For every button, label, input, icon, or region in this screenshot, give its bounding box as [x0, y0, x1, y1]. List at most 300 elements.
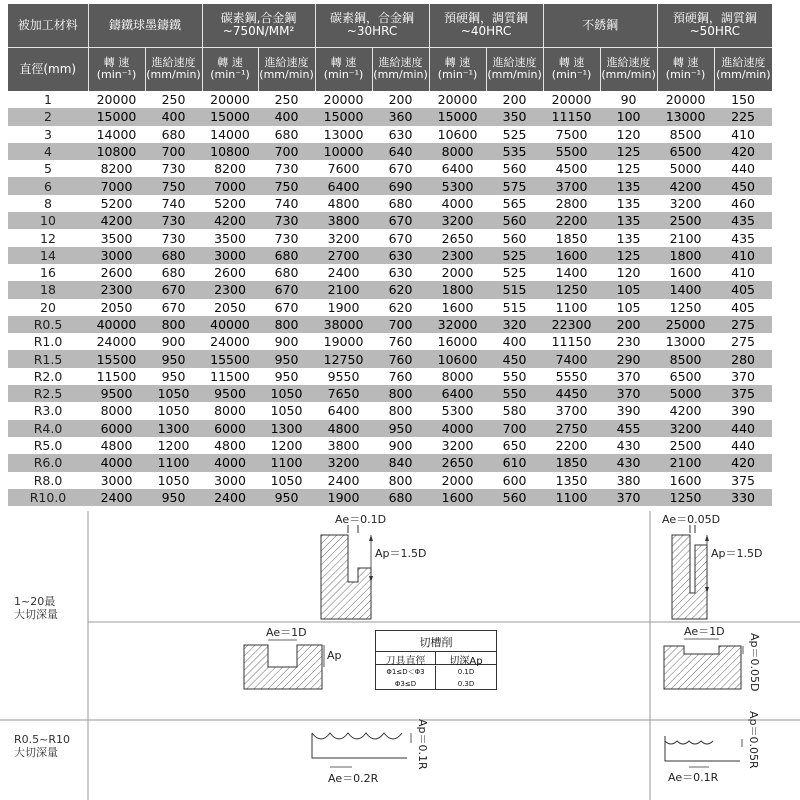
- diameter-cell: R4.0: [8, 420, 88, 437]
- speed-cell: 9500: [88, 385, 145, 402]
- diameter-cell: R2.5: [8, 385, 88, 402]
- diameter-cell: R6.0: [8, 454, 88, 471]
- speed-cell: 6000: [88, 420, 145, 437]
- table-row: [8, 229, 772, 246]
- feed-cell: 435: [714, 212, 772, 229]
- feed-cell: 410: [714, 247, 772, 264]
- speed-cell: 15000: [315, 108, 372, 125]
- feed-cell: 680: [145, 247, 202, 264]
- speed-cell: 10600: [429, 126, 486, 143]
- table-row: [8, 91, 772, 108]
- feed-cell: 700: [372, 316, 429, 333]
- speed-cell: 1250: [543, 281, 600, 298]
- speed-cell: 6500: [657, 368, 714, 385]
- diameter-cell: 6: [8, 177, 88, 194]
- speed-cell: 7000: [202, 177, 258, 194]
- diameter-cell: 14: [8, 247, 88, 264]
- speed-cell: 8000: [429, 143, 486, 160]
- speed-cell: 20000: [202, 91, 258, 108]
- speed-cell: 4200: [88, 212, 145, 229]
- speed-cell: 12750: [315, 350, 372, 367]
- feed-cell: 730: [258, 212, 315, 229]
- speed-cell: 3500: [202, 229, 258, 246]
- speed-cell: 8500: [657, 126, 714, 143]
- feed-cell: 680: [372, 195, 429, 212]
- feed-cell: 135: [600, 229, 657, 246]
- speed-cell: 10800: [88, 143, 145, 160]
- feed-cell: 730: [258, 160, 315, 177]
- speed-cell: 40000: [88, 316, 145, 333]
- feed-cell: 730: [145, 229, 202, 246]
- feed-cell: 750: [258, 177, 315, 194]
- speed-cell: 15500: [88, 350, 145, 367]
- feed-cell: 200: [372, 91, 429, 108]
- speed-cell: 3200: [315, 454, 372, 471]
- feed-cell: 135: [600, 177, 657, 194]
- speed-cell: 2700: [315, 247, 372, 264]
- cutting-depth-diagrams: [0, 511, 800, 800]
- feed-cell: 740: [258, 195, 315, 212]
- diameter-cell: 4: [8, 143, 88, 160]
- table-row: [8, 247, 772, 264]
- feed-cell: 440: [714, 160, 772, 177]
- speed-cell: 1800: [657, 247, 714, 264]
- groove-table-header: 刀具直徑: [376, 651, 436, 665]
- side-mill-1-ae: Ae＝0.1D: [335, 513, 387, 526]
- feed-cell: 150: [714, 91, 772, 108]
- feed-cell: 560: [486, 489, 543, 506]
- speed-cell: 1900: [315, 489, 372, 506]
- table-row: [8, 489, 772, 506]
- corner-label: 被加工材料: [8, 4, 88, 47]
- groove-cutting-table: [375, 630, 497, 690]
- feed-cell: 1100: [258, 454, 315, 471]
- speed-cell: 1400: [657, 281, 714, 298]
- feed-cell: 440: [714, 420, 772, 437]
- speed-unit-header: 轉 速 (min⁻¹): [202, 47, 258, 91]
- speed-cell: 6000: [202, 420, 258, 437]
- feed-cell: 120: [600, 126, 657, 143]
- speed-cell: 11150: [543, 333, 600, 350]
- speed-cell: 10000: [315, 143, 372, 160]
- feed-cell: 670: [372, 160, 429, 177]
- speed-cell: 8200: [88, 160, 145, 177]
- speed-cell: 1600: [657, 264, 714, 281]
- table-row: [8, 316, 772, 333]
- feed-cell: 950: [258, 350, 315, 367]
- feed-cell: 640: [372, 143, 429, 160]
- speed-cell: 10800: [202, 143, 258, 160]
- feed-cell: 560: [486, 160, 543, 177]
- section-label-1-20: 1~20最 大切深量: [14, 595, 58, 621]
- feed-cell: 250: [258, 91, 315, 108]
- feed-cell: 700: [145, 143, 202, 160]
- feed-cell: 700: [258, 143, 315, 160]
- ball-end-diagram: [312, 733, 411, 767]
- feed-cell: 1050: [145, 385, 202, 402]
- table-row: [8, 368, 772, 385]
- feed-cell: 230: [600, 333, 657, 350]
- feed-cell: 700: [486, 420, 543, 437]
- speed-cell: 14000: [202, 126, 258, 143]
- speed-cell: 2650: [429, 454, 486, 471]
- feed-cell: 400: [486, 333, 543, 350]
- speed-cell: 2600: [202, 264, 258, 281]
- speed-cell: 8000: [202, 402, 258, 419]
- speed-cell: 19000: [315, 333, 372, 350]
- speed-cell: 20000: [429, 91, 486, 108]
- groove-table-title: 切槽削: [419, 636, 453, 649]
- feed-cell: 670: [372, 229, 429, 246]
- speed-cell: 20000: [543, 91, 600, 108]
- table-row: [8, 454, 772, 471]
- speed-cell: 2000: [429, 472, 486, 489]
- table-row: [8, 177, 772, 194]
- diameter-cell: R10.0: [8, 489, 88, 506]
- speed-cell: 7000: [88, 177, 145, 194]
- speed-cell: 4000: [429, 195, 486, 212]
- speed-cell: 9550: [315, 368, 372, 385]
- speed-cell: 7500: [543, 126, 600, 143]
- feed-cell: 630: [372, 264, 429, 281]
- slot-1-ap: Ap: [327, 649, 342, 662]
- feed-cell: 375: [714, 385, 772, 402]
- table-row: [8, 385, 772, 402]
- feed-cell: 670: [258, 281, 315, 298]
- groove-table-cell: Φ1≤D＜Φ3: [376, 666, 436, 678]
- feed-unit-header: 進給速度 (mm/min): [145, 47, 202, 91]
- speed-cell: 16000: [429, 333, 486, 350]
- feed-cell: 330: [714, 489, 772, 506]
- feed-cell: 950: [258, 489, 315, 506]
- table-row: [8, 299, 772, 316]
- speed-cell: 2200: [543, 437, 600, 454]
- feed-cell: 370: [714, 368, 772, 385]
- speed-cell: 38000: [315, 316, 372, 333]
- table-row: [8, 402, 772, 419]
- feed-cell: 200: [486, 91, 543, 108]
- feed-cell: 535: [486, 143, 543, 160]
- table-row: [8, 126, 772, 143]
- slotting-diagram: [664, 639, 743, 689]
- speed-cell: 5300: [429, 177, 486, 194]
- speed-unit-header: 轉 速 (min⁻¹): [315, 47, 372, 91]
- feed-cell: 690: [372, 177, 429, 194]
- speed-cell: 20000: [88, 91, 145, 108]
- speed-cell: 11500: [88, 368, 145, 385]
- speed-cell: 11150: [543, 108, 600, 125]
- speed-cell: 2300: [202, 281, 258, 298]
- feed-cell: 350: [486, 108, 543, 125]
- speed-cell: 2000: [429, 264, 486, 281]
- table-row: [8, 108, 772, 125]
- speed-cell: 20000: [315, 91, 372, 108]
- speed-cell: 1600: [429, 299, 486, 316]
- speed-cell: 2650: [429, 229, 486, 246]
- speed-cell: 4000: [88, 454, 145, 471]
- feed-cell: 420: [714, 143, 772, 160]
- feed-cell: 1300: [258, 420, 315, 437]
- feed-cell: 750: [145, 177, 202, 194]
- speed-cell: 22300: [543, 316, 600, 333]
- speed-cell: 10600: [429, 350, 486, 367]
- feed-cell: 1200: [258, 437, 315, 454]
- speed-cell: 1600: [543, 247, 600, 264]
- feed-cell: 670: [372, 212, 429, 229]
- speed-cell: 3800: [315, 437, 372, 454]
- speed-cell: 3200: [657, 420, 714, 437]
- feed-cell: 1300: [145, 420, 202, 437]
- speed-cell: 2100: [657, 454, 714, 471]
- speed-cell: 15000: [429, 108, 486, 125]
- feed-cell: 515: [486, 299, 543, 316]
- speed-cell: 1250: [657, 489, 714, 506]
- feed-cell: 405: [714, 299, 772, 316]
- feed-cell: 680: [258, 126, 315, 143]
- feed-unit-header: 進給速度 (mm/min): [258, 47, 315, 91]
- feed-unit-header: 進給速度 (mm/min): [372, 47, 429, 91]
- speed-cell: 4200: [202, 212, 258, 229]
- diameter-cell: R2.0: [8, 368, 88, 385]
- speed-cell: 2200: [543, 212, 600, 229]
- speed-cell: 1350: [543, 472, 600, 489]
- speed-cell: 2050: [202, 299, 258, 316]
- feed-cell: 800: [372, 472, 429, 489]
- feed-unit-header: 進給速度 (mm/min): [486, 47, 543, 91]
- cutting-conditions-table: [8, 4, 772, 506]
- speed-cell: 2400: [88, 489, 145, 506]
- diameter-cell: 5: [8, 160, 88, 177]
- diameter-cell: R8.0: [8, 472, 88, 489]
- feed-cell: 680: [258, 247, 315, 264]
- diameter-cell: 10: [8, 212, 88, 229]
- speed-cell: 13000: [657, 108, 714, 125]
- side-mill-2-ap: Ap＝1.5D: [711, 547, 763, 560]
- feed-cell: 620: [372, 299, 429, 316]
- diameter-cell: 20: [8, 299, 88, 316]
- feed-cell: 575: [486, 177, 543, 194]
- feed-cell: 600: [486, 472, 543, 489]
- feed-cell: 135: [600, 212, 657, 229]
- table-row: [8, 420, 772, 437]
- feed-cell: 455: [600, 420, 657, 437]
- feed-cell: 1100: [145, 454, 202, 471]
- speed-cell: 4200: [657, 402, 714, 419]
- feed-cell: 525: [486, 264, 543, 281]
- speed-cell: 5500: [543, 143, 600, 160]
- feed-cell: 565: [486, 195, 543, 212]
- feed-cell: 1050: [145, 402, 202, 419]
- speed-cell: 4450: [543, 385, 600, 402]
- speed-cell: 1400: [543, 264, 600, 281]
- feed-cell: 800: [372, 385, 429, 402]
- feed-cell: 400: [258, 108, 315, 125]
- speed-unit-header: 轉 速 (min⁻¹): [657, 47, 714, 91]
- speed-cell: 15000: [202, 108, 258, 125]
- feed-cell: 430: [600, 437, 657, 454]
- slot-2-ap: Ap＝0.05D: [748, 633, 761, 692]
- slot-2-ae: Ae＝1D: [684, 625, 725, 638]
- speed-cell: 4800: [202, 437, 258, 454]
- speed-cell: 2100: [315, 281, 372, 298]
- feed-cell: 105: [600, 281, 657, 298]
- table-row: [8, 264, 772, 281]
- speed-cell: 3200: [429, 212, 486, 229]
- speed-cell: 3700: [543, 177, 600, 194]
- feed-cell: 670: [145, 299, 202, 316]
- speed-cell: 2300: [429, 247, 486, 264]
- material-header: 預硬鋼，調質鋼 ~40HRC: [429, 4, 543, 47]
- feed-cell: 250: [145, 91, 202, 108]
- speed-cell: 1100: [543, 299, 600, 316]
- feed-cell: 200: [600, 316, 657, 333]
- feed-cell: 90: [600, 91, 657, 108]
- feed-cell: 560: [486, 229, 543, 246]
- speed-cell: 4800: [315, 420, 372, 437]
- diameter-cell: R1.5: [8, 350, 88, 367]
- material-header: 鑄鐵球墨鑄鐵: [88, 4, 202, 47]
- feed-cell: 410: [714, 264, 772, 281]
- feed-cell: 680: [258, 264, 315, 281]
- feed-cell: 630: [372, 126, 429, 143]
- speed-cell: 3000: [88, 472, 145, 489]
- speed-cell: 3200: [657, 195, 714, 212]
- feed-cell: 580: [486, 402, 543, 419]
- speed-cell: 2500: [657, 212, 714, 229]
- speed-cell: 1850: [543, 454, 600, 471]
- diameter-cell: 3: [8, 126, 88, 143]
- feed-cell: 900: [258, 333, 315, 350]
- diameter-cell: R1.0: [8, 333, 88, 350]
- feed-cell: 420: [714, 454, 772, 471]
- table-row: [8, 472, 772, 489]
- speed-cell: 5200: [202, 195, 258, 212]
- side-milling-diagram: [672, 525, 709, 619]
- feed-cell: 400: [145, 108, 202, 125]
- speed-cell: 4800: [88, 437, 145, 454]
- speed-cell: 1600: [429, 489, 486, 506]
- speed-cell: 3200: [315, 229, 372, 246]
- speed-cell: 2100: [657, 229, 714, 246]
- speed-cell: 32000: [429, 316, 486, 333]
- feed-cell: 450: [486, 350, 543, 367]
- groove-table-cell: 0.3D: [457, 680, 475, 688]
- feed-cell: 525: [486, 126, 543, 143]
- side-mill-1-ap: Ap＝1.5D: [375, 547, 427, 560]
- speed-cell: 11500: [202, 368, 258, 385]
- speed-cell: 9500: [202, 385, 258, 402]
- material-header: 碳素鋼,合金鋼 ~750N/MM²: [202, 4, 315, 47]
- speed-cell: 2750: [543, 420, 600, 437]
- speed-cell: 8500: [657, 350, 714, 367]
- feed-cell: 680: [372, 489, 429, 506]
- speed-cell: 1800: [429, 281, 486, 298]
- feed-cell: 1200: [145, 437, 202, 454]
- feed-cell: 430: [600, 454, 657, 471]
- diameter-cell: 8: [8, 195, 88, 212]
- speed-cell: 6400: [429, 385, 486, 402]
- feed-cell: 290: [600, 350, 657, 367]
- speed-cell: 8000: [429, 368, 486, 385]
- ball-end-diagram: [665, 736, 742, 767]
- feed-cell: 950: [145, 368, 202, 385]
- table-row: [8, 160, 772, 177]
- side-milling-diagram: [321, 525, 373, 619]
- speed-cell: 3700: [543, 402, 600, 419]
- feed-cell: 515: [486, 281, 543, 298]
- feed-cell: 730: [145, 160, 202, 177]
- feed-cell: 360: [372, 108, 429, 125]
- feed-unit-header: 進給速度 (mm/min): [600, 47, 657, 91]
- feed-cell: 630: [372, 247, 429, 264]
- material-header: 不銹鋼: [543, 4, 657, 47]
- speed-cell: 20000: [657, 91, 714, 108]
- speed-cell: 7600: [315, 160, 372, 177]
- speed-unit-header: 轉 速 (min⁻¹): [429, 47, 486, 91]
- material-header: 預硬鋼，調質鋼 ~50HRC: [657, 4, 772, 47]
- groove-table-header: 切深Ap: [436, 651, 496, 665]
- feed-cell: 650: [486, 437, 543, 454]
- material-header-row: [8, 4, 772, 47]
- speed-cell: 5300: [429, 402, 486, 419]
- ball-2-ae: Ae＝0.1R: [668, 771, 719, 784]
- feed-cell: 670: [145, 281, 202, 298]
- speed-cell: 2400: [315, 264, 372, 281]
- speed-cell: 6400: [315, 402, 372, 419]
- speed-cell: 13000: [657, 333, 714, 350]
- groove-table-cell: 0.1D: [457, 668, 475, 676]
- feed-cell: 670: [258, 299, 315, 316]
- feed-cell: 560: [486, 212, 543, 229]
- table-row: [8, 333, 772, 350]
- feed-cell: 950: [372, 420, 429, 437]
- ball-1-ae: Ae＝0.2R: [328, 772, 379, 785]
- speed-cell: 3800: [315, 212, 372, 229]
- ball-1-ap: Ap＝0.1R: [416, 719, 429, 770]
- feed-cell: 760: [372, 368, 429, 385]
- speed-cell: 2400: [202, 489, 258, 506]
- feed-cell: 680: [145, 126, 202, 143]
- feed-cell: 900: [145, 333, 202, 350]
- speed-cell: 25000: [657, 316, 714, 333]
- feed-cell: 610: [486, 454, 543, 471]
- feed-cell: 840: [372, 454, 429, 471]
- feed-cell: 1050: [258, 402, 315, 419]
- speed-cell: 7650: [315, 385, 372, 402]
- speed-cell: 3000: [202, 247, 258, 264]
- feed-cell: 125: [600, 247, 657, 264]
- feed-cell: 950: [145, 489, 202, 506]
- material-header: 碳素鋼，合金鋼 ~30HRC: [315, 4, 429, 47]
- feed-cell: 320: [486, 316, 543, 333]
- feed-cell: 125: [600, 160, 657, 177]
- feed-cell: 390: [600, 402, 657, 419]
- feed-cell: 275: [714, 316, 772, 333]
- feed-cell: 800: [258, 316, 315, 333]
- feed-cell: 1050: [258, 385, 315, 402]
- row-header-label: 直徑(mm): [8, 47, 88, 91]
- feed-cell: 125: [600, 143, 657, 160]
- speed-cell: 5000: [657, 160, 714, 177]
- speed-cell: 4800: [315, 195, 372, 212]
- feed-cell: 405: [714, 281, 772, 298]
- feed-cell: 1050: [145, 472, 202, 489]
- feed-cell: 525: [486, 247, 543, 264]
- feed-cell: 135: [600, 195, 657, 212]
- feed-cell: 620: [372, 281, 429, 298]
- speed-cell: 6500: [657, 143, 714, 160]
- speed-cell: 6400: [429, 160, 486, 177]
